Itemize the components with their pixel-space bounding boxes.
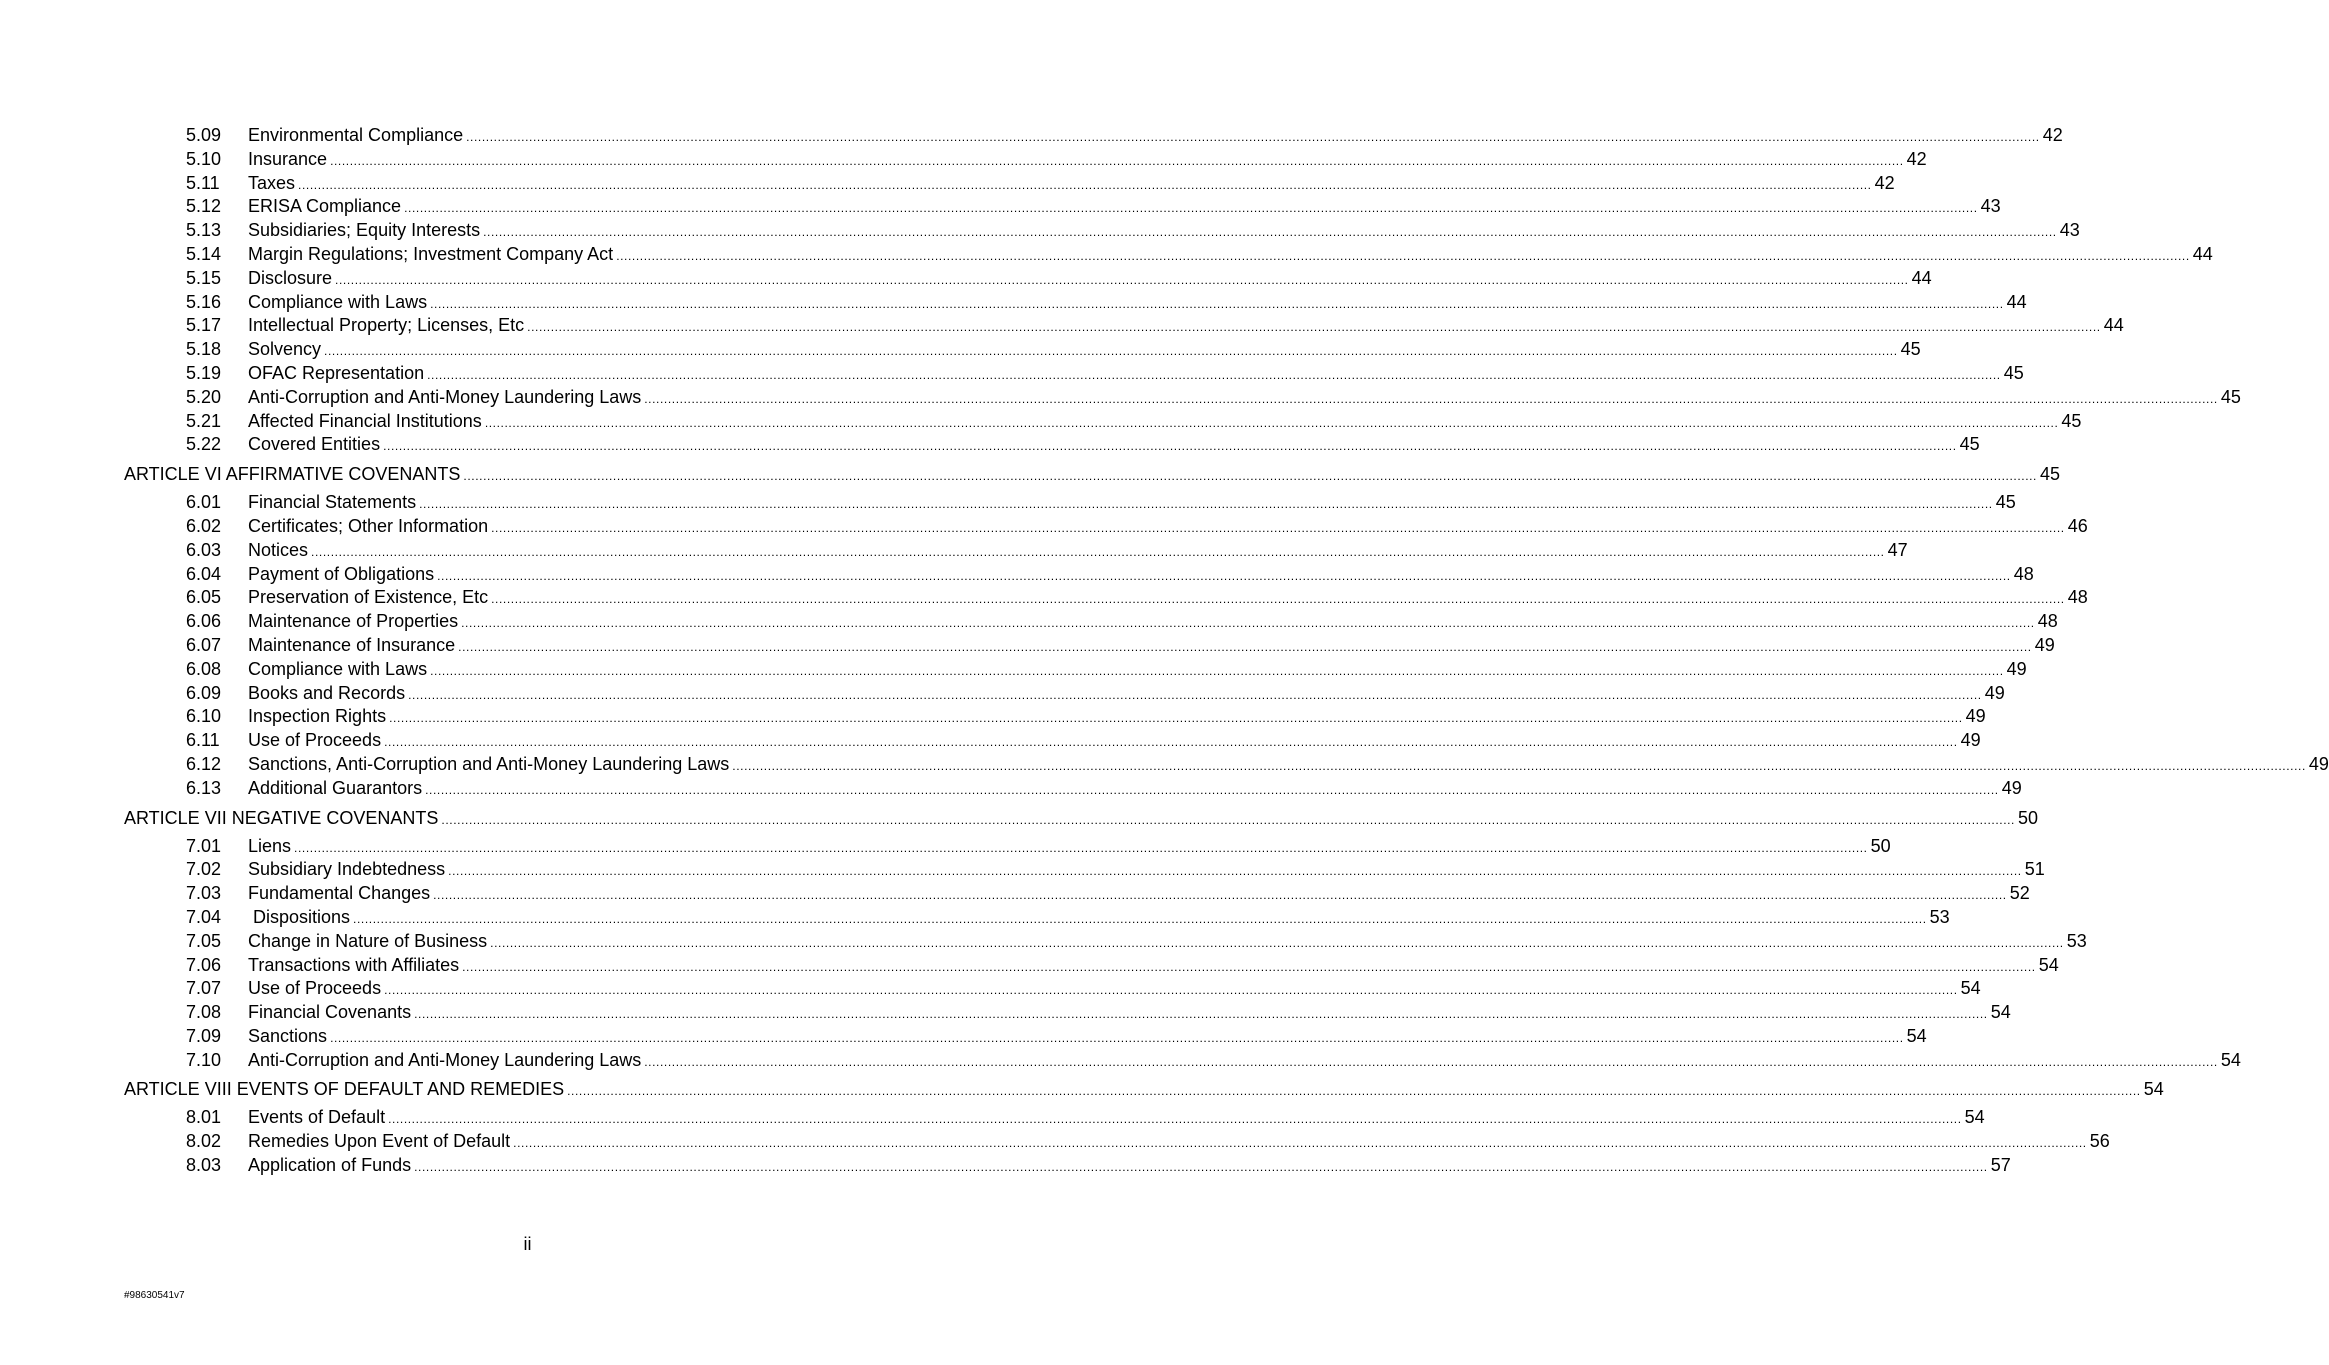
toc-entry-title: Affected Financial Institutions <box>248 410 482 431</box>
toc-entry-line <box>248 1130 2110 1156</box>
toc-entry-title: Books and Records <box>248 682 406 703</box>
toc-entry-line <box>248 634 2055 660</box>
toc-entry-line <box>248 753 2329 779</box>
toc-entry-number: 5.19 <box>186 362 222 383</box>
toc-entry-title: Sanctions <box>248 1025 328 1046</box>
toc-entry[interactable] <box>0 835 1891 859</box>
toc-entry-title: Transactions with Affiliates <box>248 954 460 975</box>
toc-entry-line <box>248 539 1908 565</box>
toc-entry-page: 49 <box>2006 658 2027 679</box>
toc-entry-line <box>248 124 2063 150</box>
dot-leader: ................................................................................................................................................................................................................................................................................................................................................................................................................ <box>330 1030 1904 1045</box>
toc-entry[interactable] <box>0 882 2030 906</box>
dot-leader: ................................................................................................................................................................................................................................................................................................................................................................................................................ <box>484 415 2059 430</box>
toc-entry[interactable] <box>0 753 2329 777</box>
toc-entry[interactable] <box>0 777 2022 801</box>
toc-entry[interactable] <box>0 930 2087 954</box>
dot-leader: ................................................................................................................................................................................................................................................................................................................................................................................................................ <box>430 663 2004 678</box>
toc-entry-title: Financial Statements <box>248 492 417 513</box>
toc-entry-page: 45 <box>1959 434 1980 455</box>
toc-entry-title: Maintenance of Insurance <box>248 634 456 655</box>
toc-entry-line <box>248 267 1932 293</box>
toc-entry-page: 43 <box>2059 220 2080 241</box>
dot-leader: ................................................................................................................................................................................................................................................................................................................................................................................................................ <box>567 1084 2141 1099</box>
toc-entry-title: Events of Default <box>248 1107 386 1128</box>
toc-entry-page: 53 <box>1929 906 1950 927</box>
toc-entry-title: Certificates; Other Information <box>248 515 489 536</box>
dot-leader: ................................................................................................................................................................................................................................................................................................................................................................................................................ <box>384 983 1958 998</box>
toc-entry[interactable] <box>0 243 2213 267</box>
document-id: #98630541v7 <box>124 1290 185 1301</box>
dot-leader: ................................................................................................................................................................................................................................................................................................................................................................................................................ <box>433 888 2007 903</box>
toc-entry-title: Application of Funds <box>248 1155 412 1176</box>
toc-entry-title: ARTICLE VIII EVENTS OF DEFAULT AND REMEDIES <box>124 1079 565 1100</box>
dot-leader: ................................................................................................................................................................................................................................................................................................................................................................................................................ <box>383 439 1957 454</box>
toc-entry-page: 54 <box>2143 1079 2164 1100</box>
toc-entry[interactable] <box>0 1025 1927 1049</box>
toc-entry-title: Compliance with Laws <box>248 291 428 312</box>
toc-entry-page: 54 <box>1960 978 1981 999</box>
toc-entry-number: 7.10 <box>186 1049 222 1070</box>
toc-entry-line <box>248 172 1895 198</box>
toc-entry[interactable] <box>0 634 2055 658</box>
dot-leader: ................................................................................................................................................................................................................................................................................................................................................................................................................ <box>527 320 2101 335</box>
toc-entry-title: Use of Proceeds <box>248 978 382 999</box>
toc-entry-line <box>248 314 2124 340</box>
dot-leader: ................................................................................................................................................................................................................................................................................................................................................................................................................ <box>616 248 2190 263</box>
toc-entry[interactable] <box>0 172 1895 196</box>
toc-entry-line <box>248 954 2059 980</box>
toc-entry-title: Inspection Rights <box>248 706 387 727</box>
toc-entry-line <box>248 410 2082 436</box>
toc-entry-number: 6.05 <box>186 587 222 608</box>
toc-entry[interactable] <box>0 1001 2011 1025</box>
toc-entry-line <box>248 515 2088 541</box>
dot-leader: ................................................................................................................................................................................................................................................................................................................................................................................................................ <box>732 758 2306 773</box>
page-number: ii <box>523 1234 532 1254</box>
toc-entry[interactable] <box>0 362 2024 386</box>
toc-entry-number: 5.11 <box>186 172 220 193</box>
toc-entry-page: 50 <box>2018 807 2039 828</box>
dot-leader: ................................................................................................................................................................................................................................................................................................................................................................................................................ <box>384 735 1958 750</box>
toc-entry-line <box>248 777 2022 803</box>
toc-entry-page: 54 <box>2220 1049 2241 1070</box>
toc-entry-title: Subsidiaries; Equity Interests <box>248 220 481 241</box>
toc-entry-number: 6.03 <box>186 539 222 560</box>
toc-entry-page: 45 <box>1995 492 2016 513</box>
toc-entry-number: 7.07 <box>186 978 222 999</box>
toc-entry-line <box>248 586 2088 612</box>
toc-entry-title: Solvency <box>248 339 322 360</box>
toc-entry-page: 54 <box>1906 1025 1927 1046</box>
table-of-contents <box>0 124 2329 1178</box>
toc-entry-number: 7.01 <box>186 835 222 856</box>
dot-leader: ................................................................................................................................................................................................................................................................................................................................................................................................................ <box>462 959 2036 974</box>
toc-entry[interactable] <box>0 1106 1985 1130</box>
toc-entry-number: 7.06 <box>186 954 222 975</box>
toc-entry-page: 45 <box>2003 362 2024 383</box>
toc-entry-line <box>248 858 2045 884</box>
toc-entry[interactable] <box>0 729 1981 753</box>
toc-entry-number: 6.01 <box>186 492 222 513</box>
toc-entry-number: 7.09 <box>186 1025 222 1046</box>
toc-entry-number: 7.08 <box>186 1002 222 1023</box>
dot-leader: ................................................................................................................................................................................................................................................................................................................................................................................................................ <box>427 367 2001 382</box>
toc-article-heading[interactable] <box>0 1072 2164 1106</box>
toc-entry-page: 54 <box>1964 1107 1985 1128</box>
toc-entry-title: Maintenance of Properties <box>248 611 459 632</box>
dot-leader: ................................................................................................................................................................................................................................................................................................................................................................................................................ <box>294 840 1868 855</box>
dot-leader: ................................................................................................................................................................................................................................................................................................................................................................................................................ <box>644 1054 2218 1069</box>
toc-entry-page: 45 <box>2061 410 2082 431</box>
toc-entry[interactable] <box>0 858 2045 882</box>
toc-entry-line <box>248 682 2005 708</box>
dot-leader: ................................................................................................................................................................................................................................................................................................................................................................................................................ <box>389 711 1963 726</box>
toc-entry-page: 54 <box>2038 954 2059 975</box>
toc-entry-line <box>248 491 2016 517</box>
dot-leader: ................................................................................................................................................................................................................................................................................................................................................................................................................ <box>491 520 2065 535</box>
toc-entry-title: Additional Guarantors <box>248 777 423 798</box>
toc-entry-page: 48 <box>2013 563 2034 584</box>
dot-leader: ................................................................................................................................................................................................................................................................................................................................................................................................................ <box>461 616 2035 631</box>
dot-leader: ................................................................................................................................................................................................................................................................................................................................................................................................................ <box>513 1136 2087 1151</box>
toc-entry-line <box>248 930 2087 956</box>
toc-entry-line <box>248 563 2034 589</box>
toc-entry-title: Taxes <box>248 172 296 193</box>
toc-entry-number: 7.04 <box>186 906 222 927</box>
toc-entry[interactable] <box>0 433 1980 457</box>
toc-entry-page: 57 <box>1990 1155 2011 1176</box>
toc-entry-title: Payment of Obligations <box>248 563 435 584</box>
dot-leader: ................................................................................................................................................................................................................................................................................................................................................................................................................ <box>448 864 2022 879</box>
toc-entry-line <box>124 801 2039 837</box>
toc-entry-number: 5.15 <box>186 267 222 288</box>
toc-entry-number: 6.06 <box>186 611 222 632</box>
toc-entry[interactable] <box>0 539 1908 563</box>
toc-entry-page: 51 <box>2024 859 2045 880</box>
toc-entry-title: OFAC Representation <box>248 362 425 383</box>
toc-entry-line <box>248 338 1921 364</box>
dot-leader: ................................................................................................................................................................................................................................................................................................................................................................................................................ <box>353 911 1927 926</box>
toc-entry[interactable] <box>0 705 1986 729</box>
toc-entry-page: 45 <box>2220 386 2241 407</box>
toc-entry-number: 5.14 <box>186 243 222 264</box>
toc-entry-number: 5.17 <box>186 315 222 336</box>
dot-leader: ................................................................................................................................................................................................................................................................................................................................................................................................................ <box>388 1112 1962 1127</box>
toc-entry-number: 6.10 <box>186 706 222 727</box>
dot-leader: ................................................................................................................................................................................................................................................................................................................................................................................................................ <box>335 272 1909 287</box>
toc-entry-line <box>124 1072 2164 1108</box>
toc-entry-page: 49 <box>2001 777 2022 798</box>
toc-entry-line <box>248 291 2027 317</box>
toc-entry-title: Disclosure <box>248 267 333 288</box>
toc-entry-title: Environmental Compliance <box>248 125 464 145</box>
toc-entry-title: Change in Nature of Business <box>248 930 488 951</box>
toc-entry-page: 42 <box>1874 172 1895 193</box>
toc-entry-number: 5.22 <box>186 434 222 455</box>
toc-entry-page: 44 <box>2103 315 2124 336</box>
dot-leader: ................................................................................................................................................................................................................................................................................................................................................................................................................ <box>491 592 2065 607</box>
toc-entry-line <box>248 835 1891 861</box>
toc-entry-number: 7.05 <box>186 930 222 951</box>
toc-entry-title: ERISA Compliance <box>248 196 402 217</box>
dot-leader: ................................................................................................................................................................................................................................................................................................................................................................................................................ <box>298 177 1872 192</box>
toc-entry-title: Notices <box>248 539 309 560</box>
toc-entry-line <box>248 1001 2011 1027</box>
toc-entry[interactable] <box>0 386 2241 410</box>
toc-entry[interactable] <box>0 195 2001 219</box>
dot-leader: ................................................................................................................................................................................................................................................................................................................................................................................................................ <box>644 391 2218 406</box>
toc-entry-number: 6.07 <box>186 634 222 655</box>
toc-entry-page: 52 <box>2009 883 2030 904</box>
toc-entry[interactable] <box>0 291 2027 315</box>
toc-entry-title: Covered Entities <box>248 434 381 455</box>
toc-entry-title: Intellectual Property; Licenses, Etc <box>248 315 525 336</box>
toc-entry[interactable] <box>0 338 1921 362</box>
dot-leader: ................................................................................................................................................................................................................................................................................................................................................................................................................ <box>490 935 2064 950</box>
dot-leader: ................................................................................................................................................................................................................................................................................................................................................................................................................ <box>466 130 2040 144</box>
toc-entry-line <box>124 457 2061 493</box>
toc-entry[interactable] <box>0 563 2034 587</box>
dot-leader: ................................................................................................................................................................................................................................................................................................................................................................................................................ <box>404 201 1978 216</box>
toc-entry[interactable] <box>0 610 2058 634</box>
toc-entry-number: 7.02 <box>186 859 222 880</box>
toc-entry-page: 42 <box>1906 148 1927 169</box>
dot-leader: ................................................................................................................................................................................................................................................................................................................................................................................................................ <box>425 782 1999 797</box>
toc-entry[interactable] <box>0 906 1950 930</box>
toc-entry-page: 45 <box>1900 339 1921 360</box>
toc-entry-title: Liens <box>248 835 292 856</box>
toc-entry-number: 8.01 <box>186 1107 222 1128</box>
dot-leader: ................................................................................................................................................................................................................................................................................................................................................................................................................ <box>414 1160 1988 1175</box>
toc-entry-page: 49 <box>1960 730 1981 751</box>
dot-leader: ................................................................................................................................................................................................................................................................................................................................................................................................................ <box>463 469 2037 484</box>
toc-entry-page: 44 <box>2192 243 2213 264</box>
toc-entry-title: Fundamental Changes <box>248 883 431 904</box>
toc-entry-page: 42 <box>2042 125 2063 145</box>
toc-entry[interactable] <box>0 954 2059 978</box>
dot-leader: ................................................................................................................................................................................................................................................................................................................................................................................................................ <box>437 568 2011 583</box>
toc-entry[interactable] <box>0 219 2080 243</box>
toc-entry-number: 7.03 <box>186 883 222 904</box>
toc-entry[interactable] <box>0 658 2027 682</box>
toc-entry-title: Compliance with Laws <box>248 658 428 679</box>
toc-entry-title: Dispositions <box>248 906 351 927</box>
dot-leader: ................................................................................................................................................................................................................................................................................................................................................................................................................ <box>430 296 2004 311</box>
toc-entry-title: Sanctions, Anti-Corruption and Anti-Money Laundering Laws <box>248 753 730 774</box>
toc-entry-title: Remedies Upon Event of Default <box>248 1131 511 1152</box>
toc-entry-line <box>248 433 1980 459</box>
dot-leader: ................................................................................................................................................................................................................................................................................................................................................................................................................ <box>414 1007 1988 1022</box>
toc-entry[interactable] <box>0 314 2124 338</box>
toc-entry-line <box>248 148 1927 174</box>
toc-entry-title: Margin Regulations; Investment Company Act <box>248 243 614 264</box>
toc-entry-line <box>248 610 2058 636</box>
toc-entry[interactable] <box>0 267 1932 291</box>
toc-entry-page: 44 <box>2006 291 2027 312</box>
dot-leader: ................................................................................................................................................................................................................................................................................................................................................................................................................ <box>324 344 1898 359</box>
toc-entry-page: 49 <box>2034 634 2055 655</box>
toc-entry-page: 48 <box>2037 611 2058 632</box>
toc-entry-number: 8.03 <box>186 1155 222 1176</box>
toc-entry-page: 50 <box>1870 835 1891 856</box>
toc-entry-page: 49 <box>1965 706 1986 727</box>
toc-article-heading[interactable] <box>0 801 2039 835</box>
toc-entry-number: 5.13 <box>186 220 222 241</box>
toc-entry-number: 5.20 <box>186 386 222 407</box>
toc-entry-page: 43 <box>1980 196 2001 217</box>
toc-entry-number: 6.11 <box>186 730 220 751</box>
toc-entry-line <box>248 386 2241 412</box>
toc-entry-title: Anti-Corruption and Anti-Money Laundering Laws <box>248 1049 642 1070</box>
toc-entry-line <box>248 195 2001 221</box>
toc-entry-page: 48 <box>2067 587 2088 608</box>
toc-entry-number: 6.02 <box>186 515 222 536</box>
toc-entry-line <box>248 1049 2241 1075</box>
toc-entry[interactable] <box>0 410 2082 434</box>
toc-entry-page: 44 <box>1911 267 1932 288</box>
dot-leader: ................................................................................................................................................................................................................................................................................................................................................................................................................ <box>441 812 2015 827</box>
toc-entry-page: 46 <box>2067 515 2088 536</box>
toc-entry[interactable] <box>0 586 2088 610</box>
toc-article-heading[interactable] <box>0 457 2061 491</box>
dot-leader: ................................................................................................................................................................................................................................................................................................................................................................................................................ <box>408 687 1982 702</box>
toc-entry-title: Anti-Corruption and Anti-Money Laundering Laws <box>248 386 642 407</box>
toc-entry-line <box>248 1154 2011 1180</box>
dot-leader: ................................................................................................................................................................................................................................................................................................................................................................................................................ <box>330 153 1904 168</box>
toc-entry-number: 5.12 <box>186 196 222 217</box>
dot-leader: ................................................................................................................................................................................................................................................................................................................................................................................................................ <box>311 544 1885 559</box>
toc-entry[interactable] <box>0 148 1927 172</box>
toc-entry-title: ARTICLE VII NEGATIVE COVENANTS <box>124 807 439 828</box>
toc-entry[interactable] <box>0 1049 2241 1073</box>
dot-leader: ................................................................................................................................................................................................................................................................................................................................................................................................................ <box>483 225 2057 240</box>
toc-entry-title: Use of Proceeds <box>248 730 382 751</box>
toc-entry-line <box>248 882 2030 908</box>
toc-entry-line <box>248 729 1981 755</box>
toc-entry-number: 5.10 <box>186 148 222 169</box>
toc-entry[interactable] <box>0 682 2005 706</box>
toc-entry-number: 5.21 <box>186 410 222 431</box>
toc-entry-title: Financial Covenants <box>248 1002 412 1023</box>
toc-entry-number: 5.09 <box>186 125 222 145</box>
toc-entry-number: 8.02 <box>186 1131 222 1152</box>
toc-entry-number: 6.08 <box>186 658 222 679</box>
dot-leader: ................................................................................................................................................................................................................................................................................................................................................................................................................ <box>419 497 1993 512</box>
toc-entry-page: 45 <box>2040 464 2061 485</box>
toc-entry-number: 5.18 <box>186 339 222 360</box>
toc-entry-number: 6.13 <box>186 777 222 798</box>
toc-entry-page: 56 <box>2089 1131 2110 1152</box>
toc-entry[interactable] <box>0 977 1981 1001</box>
toc-entry-title: Preservation of Existence, Etc <box>248 587 489 608</box>
toc-entry-title: ARTICLE VI AFFIRMATIVE COVENANTS <box>124 464 461 485</box>
toc-entry-page: 47 <box>1887 539 1908 560</box>
toc-entry-page: 54 <box>1990 1002 2011 1023</box>
toc-entry[interactable] <box>0 515 2088 539</box>
toc-entry-line <box>248 705 1986 731</box>
toc-entry-line <box>248 219 2080 245</box>
toc-entry[interactable] <box>0 1130 2110 1154</box>
toc-entry[interactable] <box>0 1154 2011 1178</box>
toc-entry-number: 5.16 <box>186 291 222 312</box>
toc-entry-line <box>248 906 1950 932</box>
toc-entry-line <box>248 977 1981 1003</box>
toc-entry-title: Insurance <box>248 148 328 169</box>
toc-entry-number: 6.12 <box>186 753 222 774</box>
toc-entry[interactable] <box>0 124 2063 148</box>
toc-entry-page: 53 <box>2066 930 2087 951</box>
toc-entry-line <box>248 243 2213 269</box>
toc-entry-line <box>248 658 2027 684</box>
toc-entry-line <box>248 1025 1927 1051</box>
toc-entry[interactable] <box>0 491 2016 515</box>
toc-entry-number: 6.04 <box>186 563 222 584</box>
toc-entry-page: 49 <box>2308 753 2329 774</box>
toc-entry-line <box>248 1106 1985 1132</box>
toc-entry-number: 6.09 <box>186 682 222 703</box>
toc-entry-page: 49 <box>1984 682 2005 703</box>
toc-entry-title: Subsidiary Indebtedness <box>248 859 446 880</box>
toc-entry-line <box>248 362 2024 388</box>
dot-leader: ................................................................................................................................................................................................................................................................................................................................................................................................................ <box>458 639 2032 654</box>
